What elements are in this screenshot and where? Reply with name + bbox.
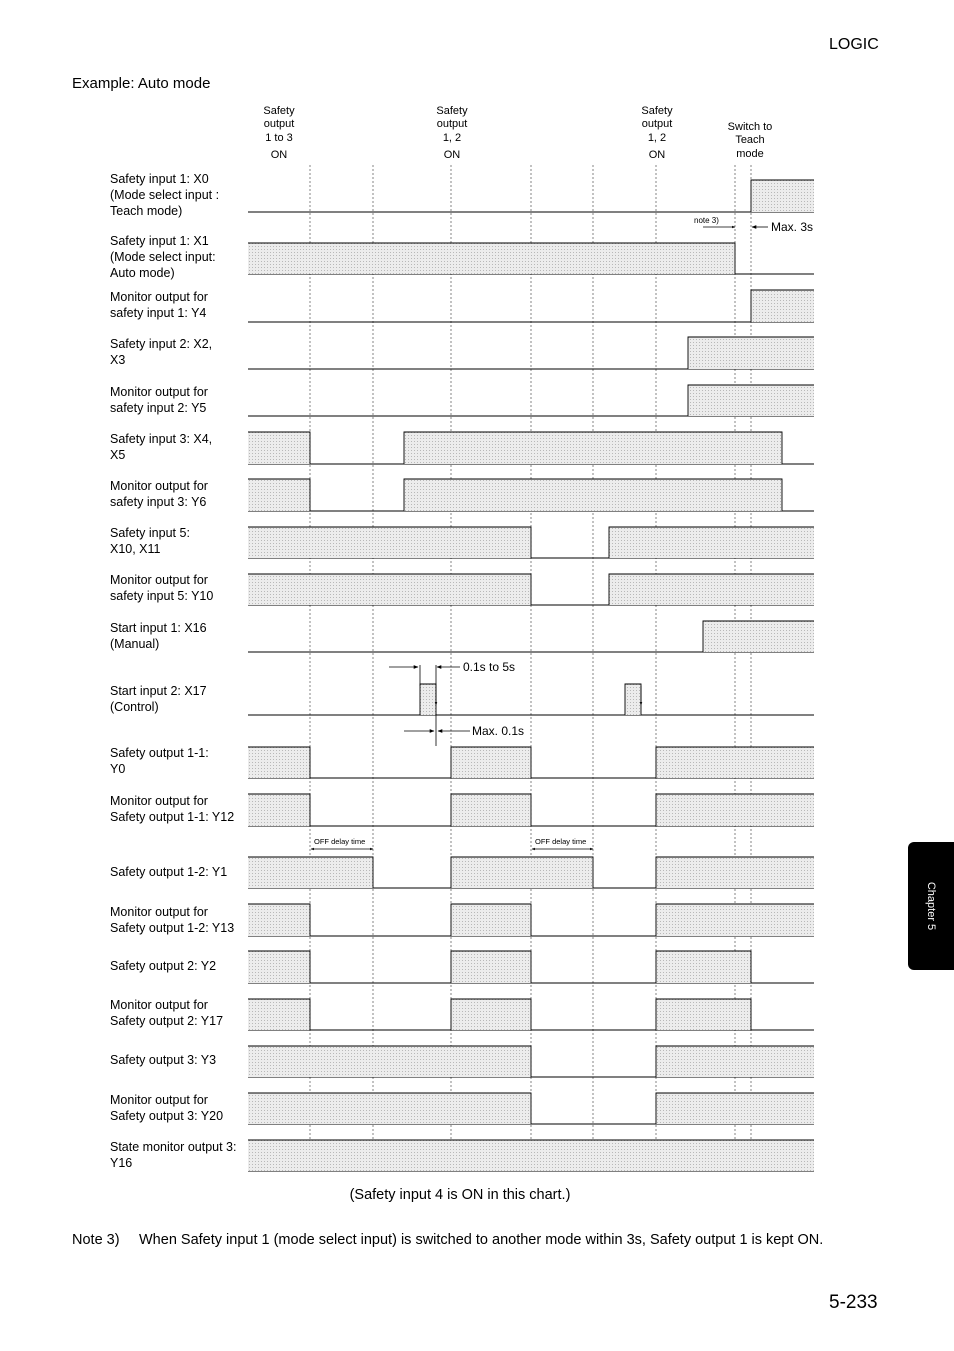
row-label-y2: Safety output 2: Y2: [110, 959, 217, 973]
signal-on-fill: [420, 684, 436, 715]
signal-on-fill: [609, 527, 814, 558]
page-number: 5-233: [829, 1292, 878, 1313]
event-label-4: Switch to Teach mode: [727, 121, 773, 160]
signal-row-0: [248, 180, 814, 212]
signal-row-14: [248, 904, 814, 936]
signal-on-fill: [404, 432, 782, 464]
row-label-x16: Start input 1: X16 (Manual): [110, 621, 207, 651]
signal-row-19: [248, 1140, 814, 1171]
signal-waveforms: [248, 180, 814, 1171]
row-label-x17: Start input 2: X17 (Control): [110, 684, 207, 714]
footnote-text: When Safety input 1 (mode select input) is switched to another mode within 3s, Safety output 1 is kept ON.: [139, 1232, 824, 1248]
event-label-1: Safety output 1 to 3 ON: [263, 105, 295, 161]
signal-on-fill: [404, 479, 782, 511]
signal-row-7: [248, 527, 814, 558]
row-label-y1: Safety output 1-2: Y1: [110, 865, 228, 879]
row-label-y10: Monitor output for safety input 5: Y10: [110, 573, 214, 603]
signal-row-17: [248, 1046, 814, 1077]
signal-on-fill: [451, 951, 531, 983]
example-title: Example: Auto mode: [72, 75, 211, 92]
signal-on-fill: [451, 857, 593, 888]
pulse-width-label: 0.1s to 5s: [463, 660, 516, 674]
signal-on-fill: [656, 999, 751, 1030]
footnote-label: Note 3): [72, 1232, 120, 1248]
signal-row-16: [248, 999, 814, 1030]
signal-on-fill: [656, 1046, 814, 1077]
signal-on-fill: [451, 794, 531, 826]
signal-on-fill: [751, 180, 814, 212]
off-delay-annotation-2: [532, 837, 593, 849]
signal-on-fill: [451, 904, 531, 936]
signal-on-fill: [248, 794, 310, 826]
signal-on-fill: [248, 243, 735, 274]
row-label-y0: Safety output 1-1: Y0: [110, 746, 209, 776]
signal-on-fill: [248, 527, 531, 558]
off-delay-label-1: OFF delay time: [314, 837, 366, 846]
row-label-y20: Monitor output for Safety output 3: Y20: [110, 1093, 224, 1123]
signal-on-fill: [248, 1093, 531, 1124]
signal-on-fill: [688, 385, 814, 416]
note3-annotation: [694, 216, 813, 234]
chapter-tab-label: Chapter 5: [925, 881, 937, 931]
off-delay-annotation-1: [311, 837, 373, 849]
signal-on-fill: [703, 621, 814, 652]
signal-on-fill: [656, 794, 814, 826]
signal-row-8: [248, 574, 814, 605]
signal-on-fill: [248, 857, 373, 888]
signal-on-fill: [248, 1140, 814, 1171]
row-label-y17: Monitor output for Safety output 2: Y17: [110, 998, 224, 1028]
signal-row-13: [248, 857, 814, 888]
signal-on-fill: [248, 747, 310, 778]
signal-on-fill: [248, 951, 310, 983]
row-label-y12: Monitor output for Safety output 1-1: Y12: [110, 794, 235, 824]
signal-row-18: [248, 1093, 814, 1124]
signal-on-fill: [656, 904, 814, 936]
signal-on-fill: [751, 290, 814, 322]
signal-on-fill: [248, 479, 310, 511]
footnote: [72, 1232, 823, 1248]
row-label-y4: Monitor output for safety input 1: Y4: [110, 290, 208, 320]
signal-on-fill: [688, 337, 814, 369]
signal-row-5: [248, 432, 814, 464]
row-label-x1: Safety input 1: X1 (Mode select input: Auto mode): [110, 234, 216, 280]
row-label-x4-x5: Safety input 3: X4, X5: [110, 432, 213, 462]
note3-label: note 3): [694, 216, 719, 225]
signal-on-fill: [656, 1093, 814, 1124]
row-label-y3: Safety output 3: Y3: [110, 1053, 217, 1067]
signal-on-fill: [656, 747, 814, 778]
signal-on-fill: [248, 432, 310, 464]
section-title: LOGIC: [829, 36, 879, 53]
row-label-x10-x11: Safety input 5: X10, X11: [110, 526, 190, 556]
event-label-3: Safety output 1, 2 ON: [641, 105, 673, 161]
signal-on-fill: [248, 574, 531, 605]
off-delay-label-2: OFF delay time: [535, 837, 587, 846]
row-label-y5: Monitor output for safety input 2: Y5: [110, 385, 208, 415]
signal-row-12: [248, 794, 814, 826]
row-label-x2-x3: Safety input 2: X2, X3: [110, 337, 213, 367]
row-label-x0: Safety input 1: X0 (Mode select input : Teach mode): [110, 172, 220, 218]
signal-on-fill: [451, 747, 531, 778]
signal-row-15: [248, 951, 814, 983]
signal-row-6: [248, 479, 814, 511]
signal-on-fill: [656, 951, 751, 983]
signal-row-11: [248, 747, 814, 778]
signal-on-fill: [248, 904, 310, 936]
max-01s-label: Max. 0.1s: [472, 724, 525, 738]
max-3s-label: Max. 3s: [771, 220, 814, 234]
signal-row-1: [248, 243, 814, 274]
signal-on-fill: [248, 1046, 531, 1077]
row-label-y13: Monitor output for Safety output 1-2: Y13: [110, 905, 235, 935]
signal-on-fill: [625, 684, 641, 715]
signal-on-fill: [451, 999, 531, 1030]
signal-on-fill: [656, 857, 814, 888]
signal-on-fill: [248, 999, 310, 1030]
event-label-2: Safety output 1, 2 ON: [436, 105, 468, 161]
signal-on-fill: [609, 574, 814, 605]
row-label-y6: Monitor output for safety input 3: Y6: [110, 479, 208, 509]
chapter-tab: [908, 842, 954, 970]
row-label-y16: State monitor output 3: Y16: [110, 1140, 237, 1170]
chart-note: (Safety input 4 is ON in this chart.): [349, 1187, 571, 1203]
